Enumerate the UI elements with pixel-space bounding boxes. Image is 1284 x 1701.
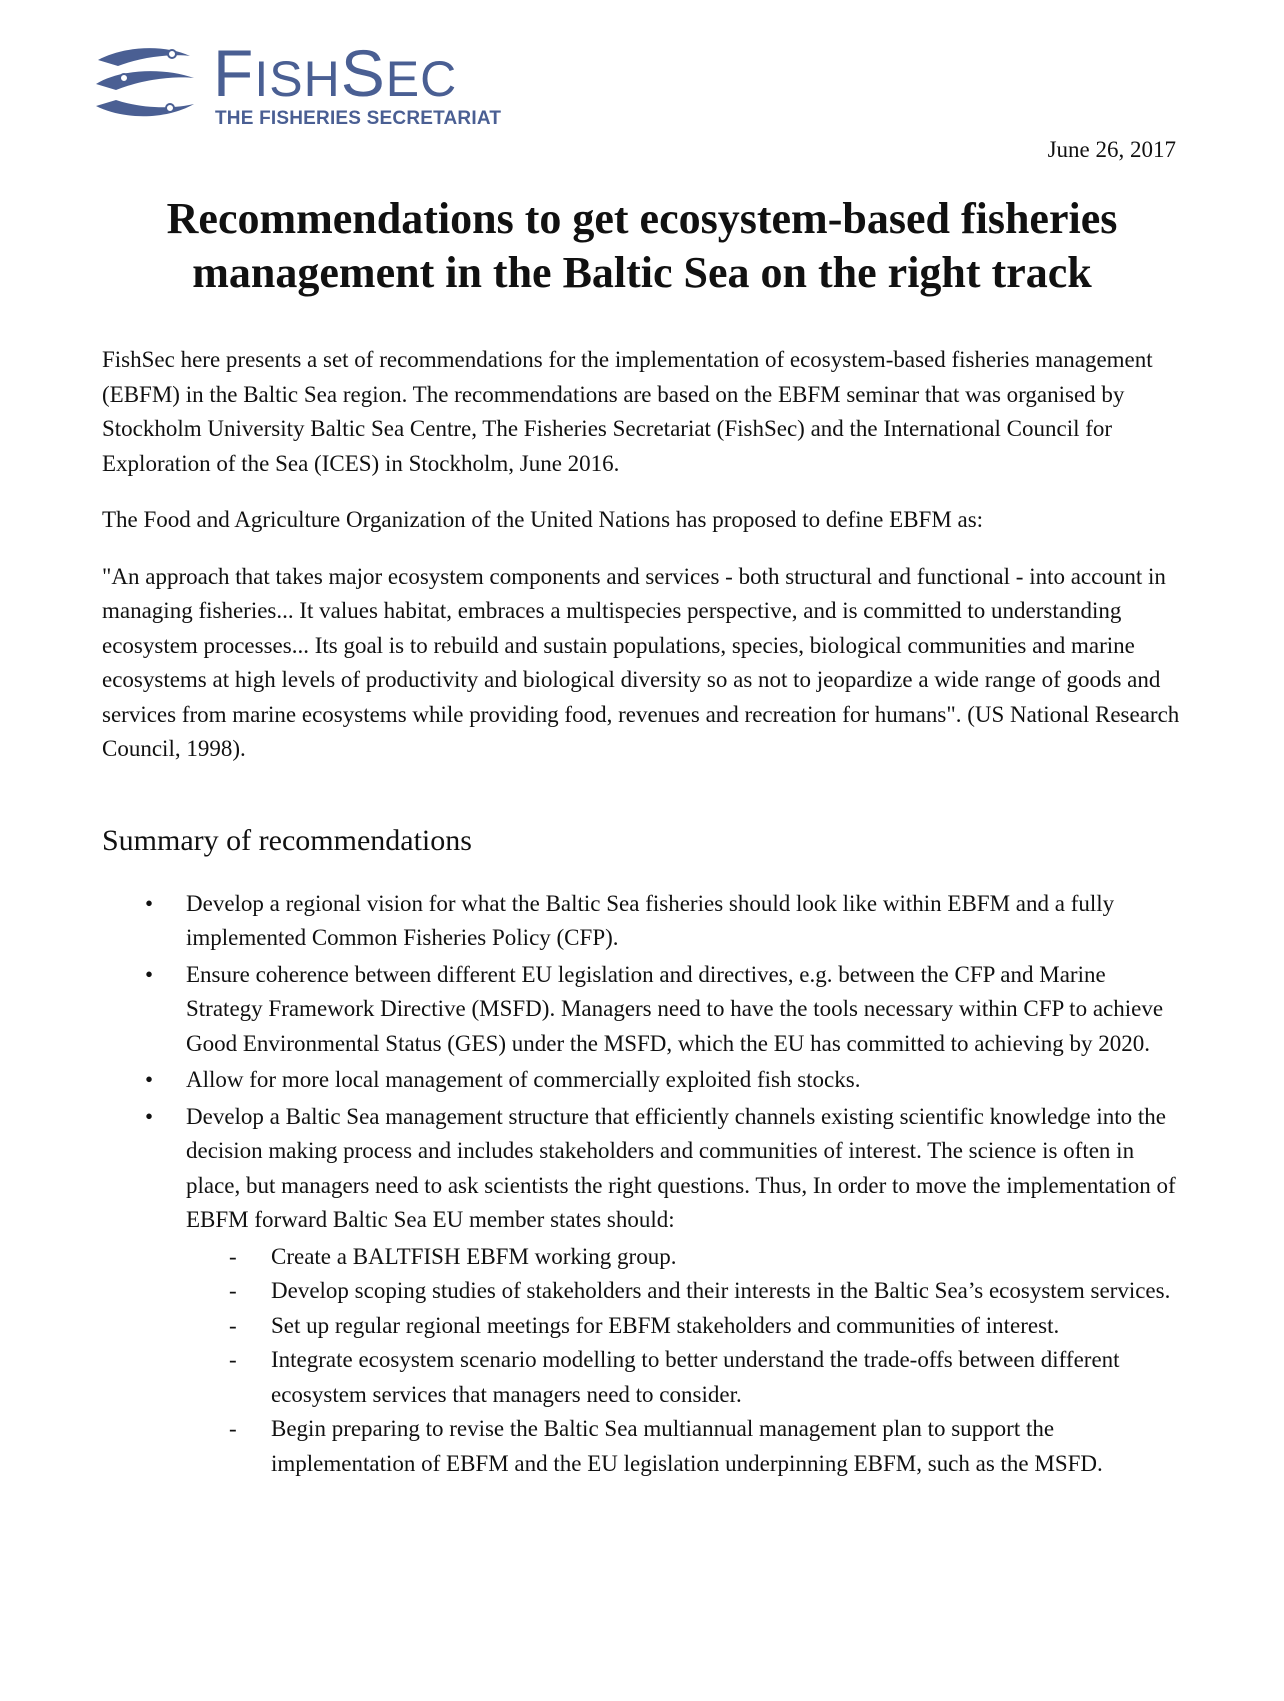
sub-list-item: - Create a BALTFISH EBFM working group.: [271, 1240, 1184, 1275]
list-item: • Develop a regional vision for what the Baltic Sea fisheries should look like within EBFM and a fully implemented Common Fisheries Policy (CFP).: [186, 887, 1184, 956]
list-item-text: Develop a Baltic Sea management structure that efficiently channels existing scientific knowledge into the decision making process and includes stakeholders and communities of interest. The science is often in place, but managers need to ask scientists the right questions. Thus, In order to move the implementation of EBFM forward Baltic Sea EU member states should:: [186, 1103, 1176, 1232]
sub-list-item: - Develop scoping studies of stakeholders and their interests in the Baltic Sea’s ecosystem services.: [271, 1274, 1184, 1309]
sub-list-item: - Set up regular regional meetings for EBFM stakeholders and communities of interest.: [271, 1309, 1184, 1344]
intro-paragraph: FishSec here presents a set of recommendations for the implementation of ecosystem-based fisheries management (EBFM) in the Baltic Sea region. The recommendations are based on the EBFM seminar that was organised by Stockholm University Baltic Sea Centre, The Fisheries Secretariat (FishSec) and the International Council for Exploration of the Sea (ICES) in Stockholm, June 2016.: [102, 347, 1153, 476]
document-body: [102, 343, 1184, 1483]
definition-intro: The Food and Agriculture Organization of the United Nations has proposed to define EBFM as:: [102, 507, 984, 532]
summary-heading: Summary of recommendations: [102, 823, 472, 857]
recommendation-list: [102, 887, 1184, 1482]
fishsec-logo: [100, 36, 502, 134]
list-item: [186, 1100, 1184, 1482]
fish-icon: [94, 46, 204, 126]
list-item: • Allow for more local management of commercially exploited fish stocks.: [186, 1063, 1184, 1098]
list-item: • Ensure coherence between different EU legislation and directives, e.g. between the CFP and Marine Strategy Framework Directive (MSFD). Managers need to have the tools necessary within CFP to achieve Good Environmental Status (GES) under the MSFD, which the EU has committed to achieving by 2020.: [186, 958, 1184, 1062]
logo-wordmark: FISHSEC: [213, 36, 458, 110]
sub-list-item: - Integrate ecosystem scenario modelling to better understand the trade-offs between different ecosystem services that managers need to consider.: [271, 1343, 1184, 1412]
member-state-actions-list: [186, 1240, 1184, 1482]
logo-tagline: THE FISHERIES SECRETARIAT: [215, 108, 502, 129]
definition-quote: "An approach that takes major ecosystem components and services - both structural and functional - into account in managing fisheries... It values habitat, embraces a multispecies perspective, and is committed to understanding ecosystem processes... Its goal is to rebuild and sustain populations, species, biological communities and marine ecosystems at high levels of productivity and biological diversity so as not to jeopardize a wide range of goods and services from marine ecosystems while providing food, revenues and recreation for humans". (US National Research Council, 1998).: [102, 563, 1180, 761]
sub-list-item: - Begin preparing to revise the Baltic Sea multiannual management plan to support the implementation of EBFM and the EU legislation underpinning EBFM, such as the MSFD.: [271, 1412, 1184, 1481]
document-title: Recommendations to get ecosystem-based fisheries management in the Baltic Sea on the right track: [166, 194, 1118, 297]
document-date: June 26, 2017: [1047, 137, 1176, 162]
